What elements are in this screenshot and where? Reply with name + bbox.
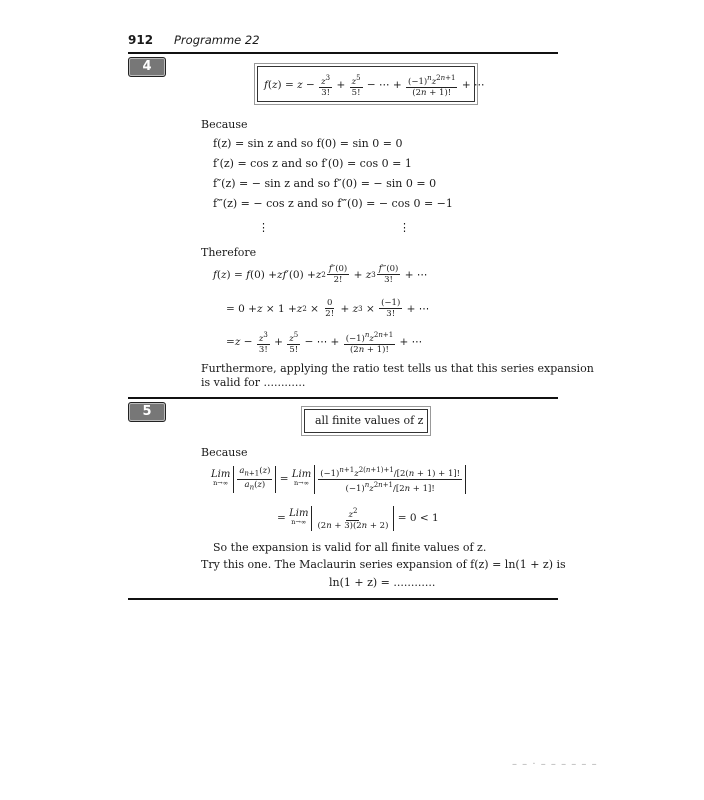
expansion-line-2: = 0 + z × 1 + z 2 × $\frac{0}{2!}$ + z 3 × $\frac{(-1)}{3!}$ + ⋯	[226, 298, 430, 319]
furthermore-line-2: is valid for ............	[201, 376, 306, 389]
programme-title: Programme 22	[174, 33, 260, 47]
vdots-left: ⋮	[258, 221, 269, 234]
limit-line-1: Lim n→∞ $\frac{a_{n+1}(z)}{a_n(z)}$ = Lim n→∞ $\frac{(-1)^{n+1}z^{2(n+1)+1}/[2(n + 1) + 1]!}{(-1)^nz^{2n+1}/[2n + 1]!}$	[211, 465, 466, 494]
lim-word: Lim	[211, 469, 231, 481]
lim-sub: n→∞	[291, 518, 307, 527]
frame-5-result-box	[304, 409, 428, 433]
try-line: Try this one. The Maclaurin series expansion of f(z) = ln(1 + z) is	[201, 558, 566, 571]
vdots-right: ⋮	[399, 221, 410, 234]
frame-divider-rule	[128, 397, 558, 399]
frame-4-boxed-formula: f ( z ) = z − $\frac{z^3}{3!}$ + $\frac{z^5}{5!}$ − ⋯ + $\frac{(-1)^nz^{2n+1}}{(2n + 1)!}$ + ⋯	[264, 74, 485, 98]
derivative-line-2: f′(z) = cos z and so f′(0) = cos 0 = 1	[213, 157, 412, 170]
limit-line-2: = Lim n→∞ $\frac{z^2}{(2n + 3)(2n + 2)}$ = 0 < 1	[277, 507, 439, 531]
answer-blank: ln(1 + z) = ............	[329, 576, 436, 589]
frame-5-because: Because	[201, 446, 248, 459]
frame-4-therefore: Therefore	[201, 246, 257, 259]
frame-4-result-box	[257, 66, 485, 102]
footer-dash-decoration: – – · – – – – – –	[512, 759, 598, 770]
frame-5-label: 5	[128, 402, 166, 422]
page-number: 912	[128, 33, 154, 47]
frame-4-because: Because	[201, 118, 248, 131]
frame-4-label: 4	[128, 57, 166, 77]
expansion-line-1: f ( z ) = f (0) + zf ′(0) + z 2 $\frac{f''(0)}{2!}$ + z 3 $\frac{f‴(0)}{3!}$ + ⋯	[213, 264, 428, 285]
lim-word: Lim	[291, 469, 312, 481]
bottom-rule	[128, 598, 558, 600]
expansion-line-3: = z − $\frac{z^3}{3!}$ + $\frac{z^5}{5!}$ − ⋯ + $\frac{(-1)^nz^{2n+1}}{(2n + 1)!}$ + ⋯	[226, 331, 423, 355]
frame-5-boxed-answer: all finite values of z	[315, 414, 424, 427]
lim-sub: n→∞	[213, 479, 229, 488]
derivative-line-4: f‴(z) = − cos z and so f‴(0) = − cos 0 = −1	[213, 197, 453, 210]
derivative-line-1: f(z) = sin z and so f(0) = sin 0 = 0	[213, 137, 403, 150]
so-line: So the expansion is valid for all finite values of z.	[213, 541, 487, 554]
furthermore-line-1: Furthermore, applying the ratio test tells us that this series expansion	[201, 362, 594, 375]
top-rule	[128, 52, 558, 54]
derivative-line-3: f″(z) = − sin z and so f″(0) = − sin 0 = 0	[213, 177, 437, 190]
lim-word: Lim	[289, 508, 309, 520]
lim-sub: n→∞	[294, 479, 310, 488]
